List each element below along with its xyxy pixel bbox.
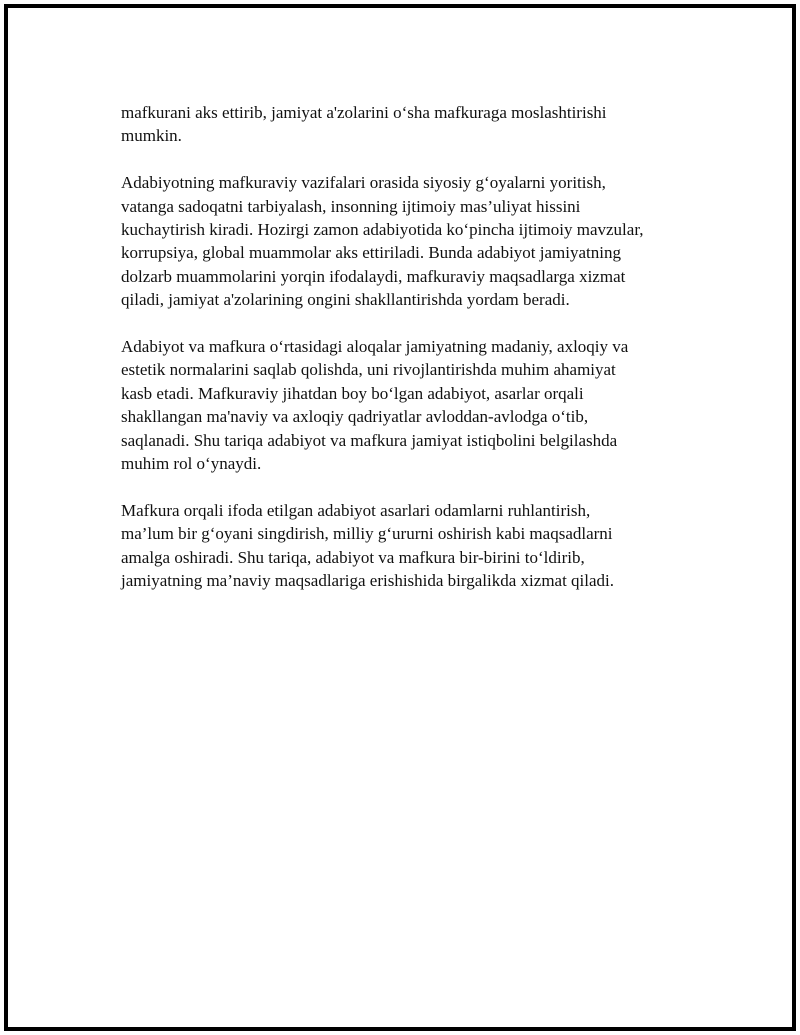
paragraph-4: Mafkura orqali ifoda etilgan adabiyot asarlari odamlarni ruhlantirish, ma’lum bir g‘oyani singdirish, milliy g‘ururni oshirish kabi maqsadlarni amalga oshiradi. Shu tariqa, adabiyot va mafkura bir-birini to‘ldirib, jamiyatning ma’naviy maqsadlariga erishishida birgalikda xizmat qiladi. bbox=[121, 500, 615, 591]
page-frame bbox=[4, 4, 796, 1031]
paragraph-3: Adabiyot va mafkura o‘rtasidagi aloqalar jamiyatning madaniy, axloqiy va estetik normalarini saqlab qolishda, uni rivojlantirishda muhim ahamiyat kasb etadi. Mafkuraviy jihatdan boy bo‘lgan adabiyot, asarlar orqali shakllangan ma'naviy va axloqiy qadriyatlar avloddan-avlodga o‘tib, saqlanadi. Shu tariqa adabiyot va mafkura jamiyat istiqbolini belgilashda muhim rol o‘ynaydi. bbox=[121, 337, 629, 474]
document-body bbox=[121, 101, 711, 616]
paragraph-2: Adabiyotning mafkuraviy vazifalari orasida siyosiy g‘oyalarni yoritish, vatanga sadoqatni tarbiyalash, insonning ijtimoiy mas’uliyat hissini kuchaytirish kiradi. Hozirgi zamon adabiyotida ko‘pincha ijtimoiy mavzular, korrupsiya, global muammolar aks ettiriladi. Bunda adabiyot jamiyatning dolzarb muammolarini yorqin ifodalaydi, mafkuraviy maqsadlarga xizmat qiladi, jamiyat a'zolarining ongini shakllantirishda yordam beradi. bbox=[121, 173, 644, 310]
paragraph-1: mafkurani aks ettirib, jamiyat a'zolarini o‘sha mafkuraga moslashtirishi mumkin. bbox=[121, 103, 607, 146]
